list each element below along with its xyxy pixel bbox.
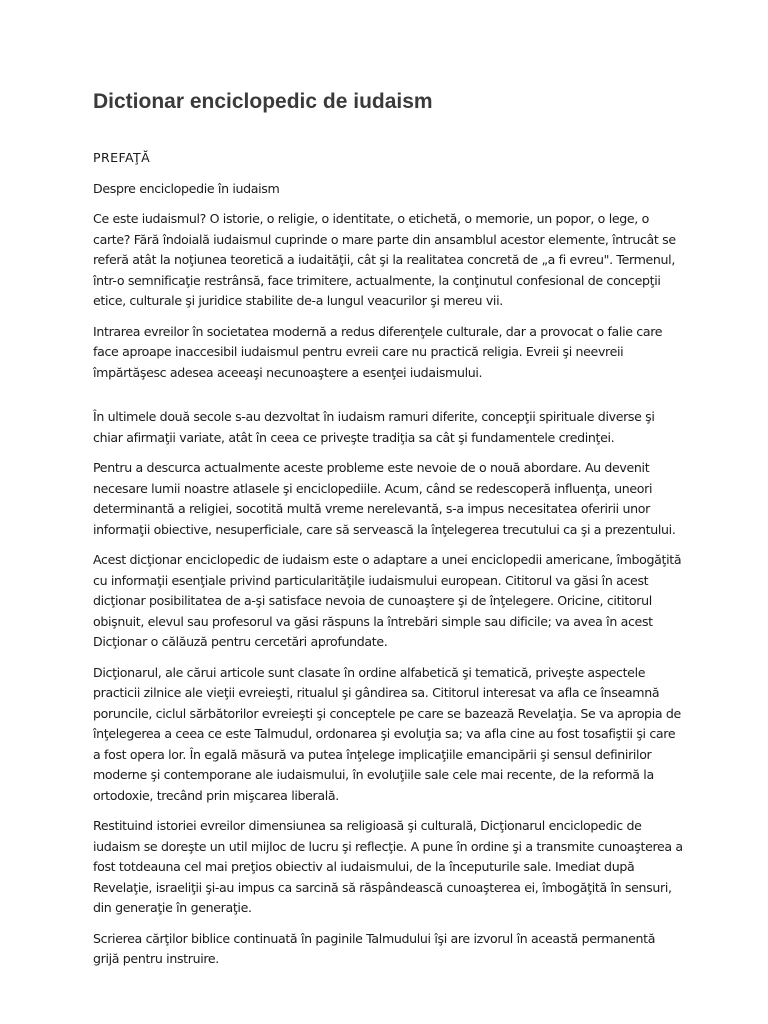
paragraph: Acest dicţionar enciclopedic de iudaism este o adaptare a unei enciclopedii americane, îmbogăţită cu informaţii esenţiale privind particularităţile iudaismului european. Cititorul va găsi în acest dicţionar posibilitatea de a-şi satisface nevoia de cunoaştere şi de înţelegere. Oricine, cititorul obişnuit, elevul sau profesorul va găsi răspuns la întrebări simple sau dificile; va avea în acest Dicţionar o călăuză pentru cercetări aprofundate. [93, 552, 682, 649]
subheading: Despre enciclopedie în iudaism [93, 180, 280, 196]
paragraph: Dicţionarul, ale cărui articole sunt clasate în ordine alfabetică şi tematică, priveşte aspectele practicii zilnice ale vieţii evreieşti, ritualul şi gândirea sa. Cititorul interesat va afla ce înseamnă poruncile, ciclul sărbătorilor evreieşti şi conceptele pe care se bazează Revelaţia. Se va apropia de înţelegerea a ceea ce este Talmudul, ordonarea şi evoluţia sa; va afla cine au fost tosafiştii şi care a fost opera lor. În egală măsură va putea înţelege implicaţiile emancipării şi sensul definirilor moderne şi contemporane ale iudaismului, în evoluţiile sale cele mai recente, de la reformă la ortodoxie, trecând prin mişcarea liberală. [93, 664, 681, 803]
section-heading: PREFAŢĂ [93, 150, 151, 165]
paragraph: Ce este iudaismul? O istorie, o religie, o identitate, o etichetă, o memorie, un popor, o lege, o carte? Fără îndoială iudaismul cuprinde o mare parte din ansamblul acestor elemente, întrucât se referă atât la noţiunea teoretică a iudaităţii, cât şi la realitatea concretă de „a fi evreu". Termenul, într-o semnificaţie restrânsă, face trimitere, actualmente, la conţinutul confesional de concepţii etice, culturale şi juridice stabilite de-a lungul veacurilor şi mereu vii. [93, 211, 676, 308]
document-body [93, 148, 683, 980]
paragraph: Intrarea evreilor în societatea modernă a redus diferenţele culturale, dar a provocat o falie care face aproape inaccesibil iudaismul pentru evreii care nu practică religia. Evreii şi neevreii împărtăşesc adesea aceeaşi necunoaştere a esenţei iudaismului. [93, 323, 663, 380]
paragraph: În ultimele două secole s-au dezvoltat în iudaism ramuri diferite, concepţii spirituale diverse şi chiar afirmaţii variate, atât în ceea ce priveşte tradiţia sa cât şi fundamentele credinţei. [93, 409, 655, 445]
document-title: Dictionar enciclopedic de iudaism [93, 90, 433, 113]
paragraph: Scrierea cărţilor biblice continuată în paginile Talmudului îşi are izvorul în această permanentă grijă pentru instruire. [93, 930, 656, 966]
paragraph: Restituind istoriei evreilor dimensiunea sa religioasă şi culturală, Dicţionarul enciclopedic de iudaism se doreşte un util mijloc de lucru şi reflecţie. A pune în ordine şi a transmite cunoaşterea a fost totdeauna cel mai preţios obiectiv al iudaismului, de la începuturile sale. Imediat după Revelaţie, israeliţii şi-au impus ca sarcină să răspândească cunoaşterea ei, îmbogăţită în sensuri, din generaţie în generaţie. [93, 818, 683, 915]
paragraph: Pentru a descurca actualmente aceste probleme este nevoie de o nouă abordare. Au devenit necesare lumii noastre atlasele şi enciclopediile. Acum, când se redescoperă influenţa, uneori determinantă a religiei, socotită multă vreme nerelevantă, s-a impus necesitatea oferirii unor informaţii obiective, nesuperficiale, care să servească la înţelegerea trecutului ca şi a prezentului. [93, 460, 676, 537]
